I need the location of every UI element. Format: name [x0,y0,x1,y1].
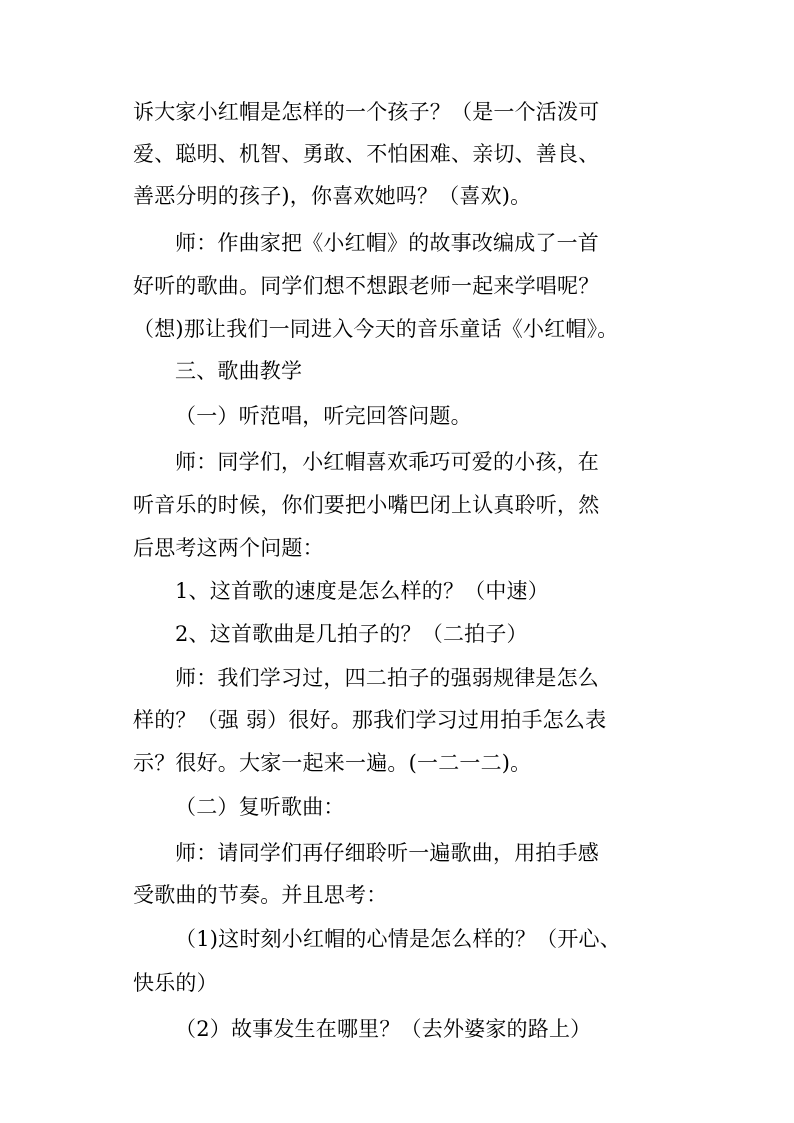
list-item: （2）故事发生在哪里？（去外婆家的路上） [175,1017,592,1041]
section-heading: 三、歌曲教学 [175,359,303,383]
text-line: 爱、聪明、机智、勇敢、不怕困难、亲切、善良、 [133,142,600,166]
subsection-heading: （二）复听歌曲： [175,795,345,819]
text-line: 善恶分明的孩子)，你喜欢她吗？（喜欢)。 [133,184,532,208]
list-item: （1)这时刻小红帽的心情是怎么样的？（开心、 [175,927,621,951]
text-line: 快乐的） [133,971,218,995]
text-line: 师：作曲家把《小红帽》的故事改编成了一首 [175,231,599,255]
text-line: （想)那让我们一同进入今天的音乐童话《小红帽》。 [133,317,619,341]
text-line: 好听的歌曲。同学们想不想跟老师一起来学唱呢？ [133,274,600,298]
text-line: 受歌曲的节奏。并且思考： [133,883,388,907]
text-line: 后思考这两个问题： [133,536,324,560]
list-item: 1、这首歌的速度是怎么样的？（中速） [175,579,549,603]
text-line: 示？很好。大家一起来一遍。(一二一二)。 [133,751,532,775]
text-line: 诉大家小红帽是怎样的一个孩子？（是一个活泼可 [133,100,600,124]
text-line: 师：请同学们再仔细聆听一遍歌曲，用拍手感 [175,841,599,865]
text-line: 听音乐的时候，你们要把小嘴巴闭上认真聆听，然 [133,493,600,517]
text-line: 样的？（强 弱）很好。那我们学习过用拍手怎么表 [133,708,607,732]
text-line: 师：同学们，小红帽喜欢乖巧可爱的小孩，在 [175,450,599,474]
subsection-heading: （一）听范唱，听完回答问题。 [175,404,472,428]
list-item: 2、这首歌曲是几拍子的？（二拍子） [175,622,528,646]
text-line: 师：我们学习过，四二拍子的强弱规律是怎么 [175,666,599,690]
